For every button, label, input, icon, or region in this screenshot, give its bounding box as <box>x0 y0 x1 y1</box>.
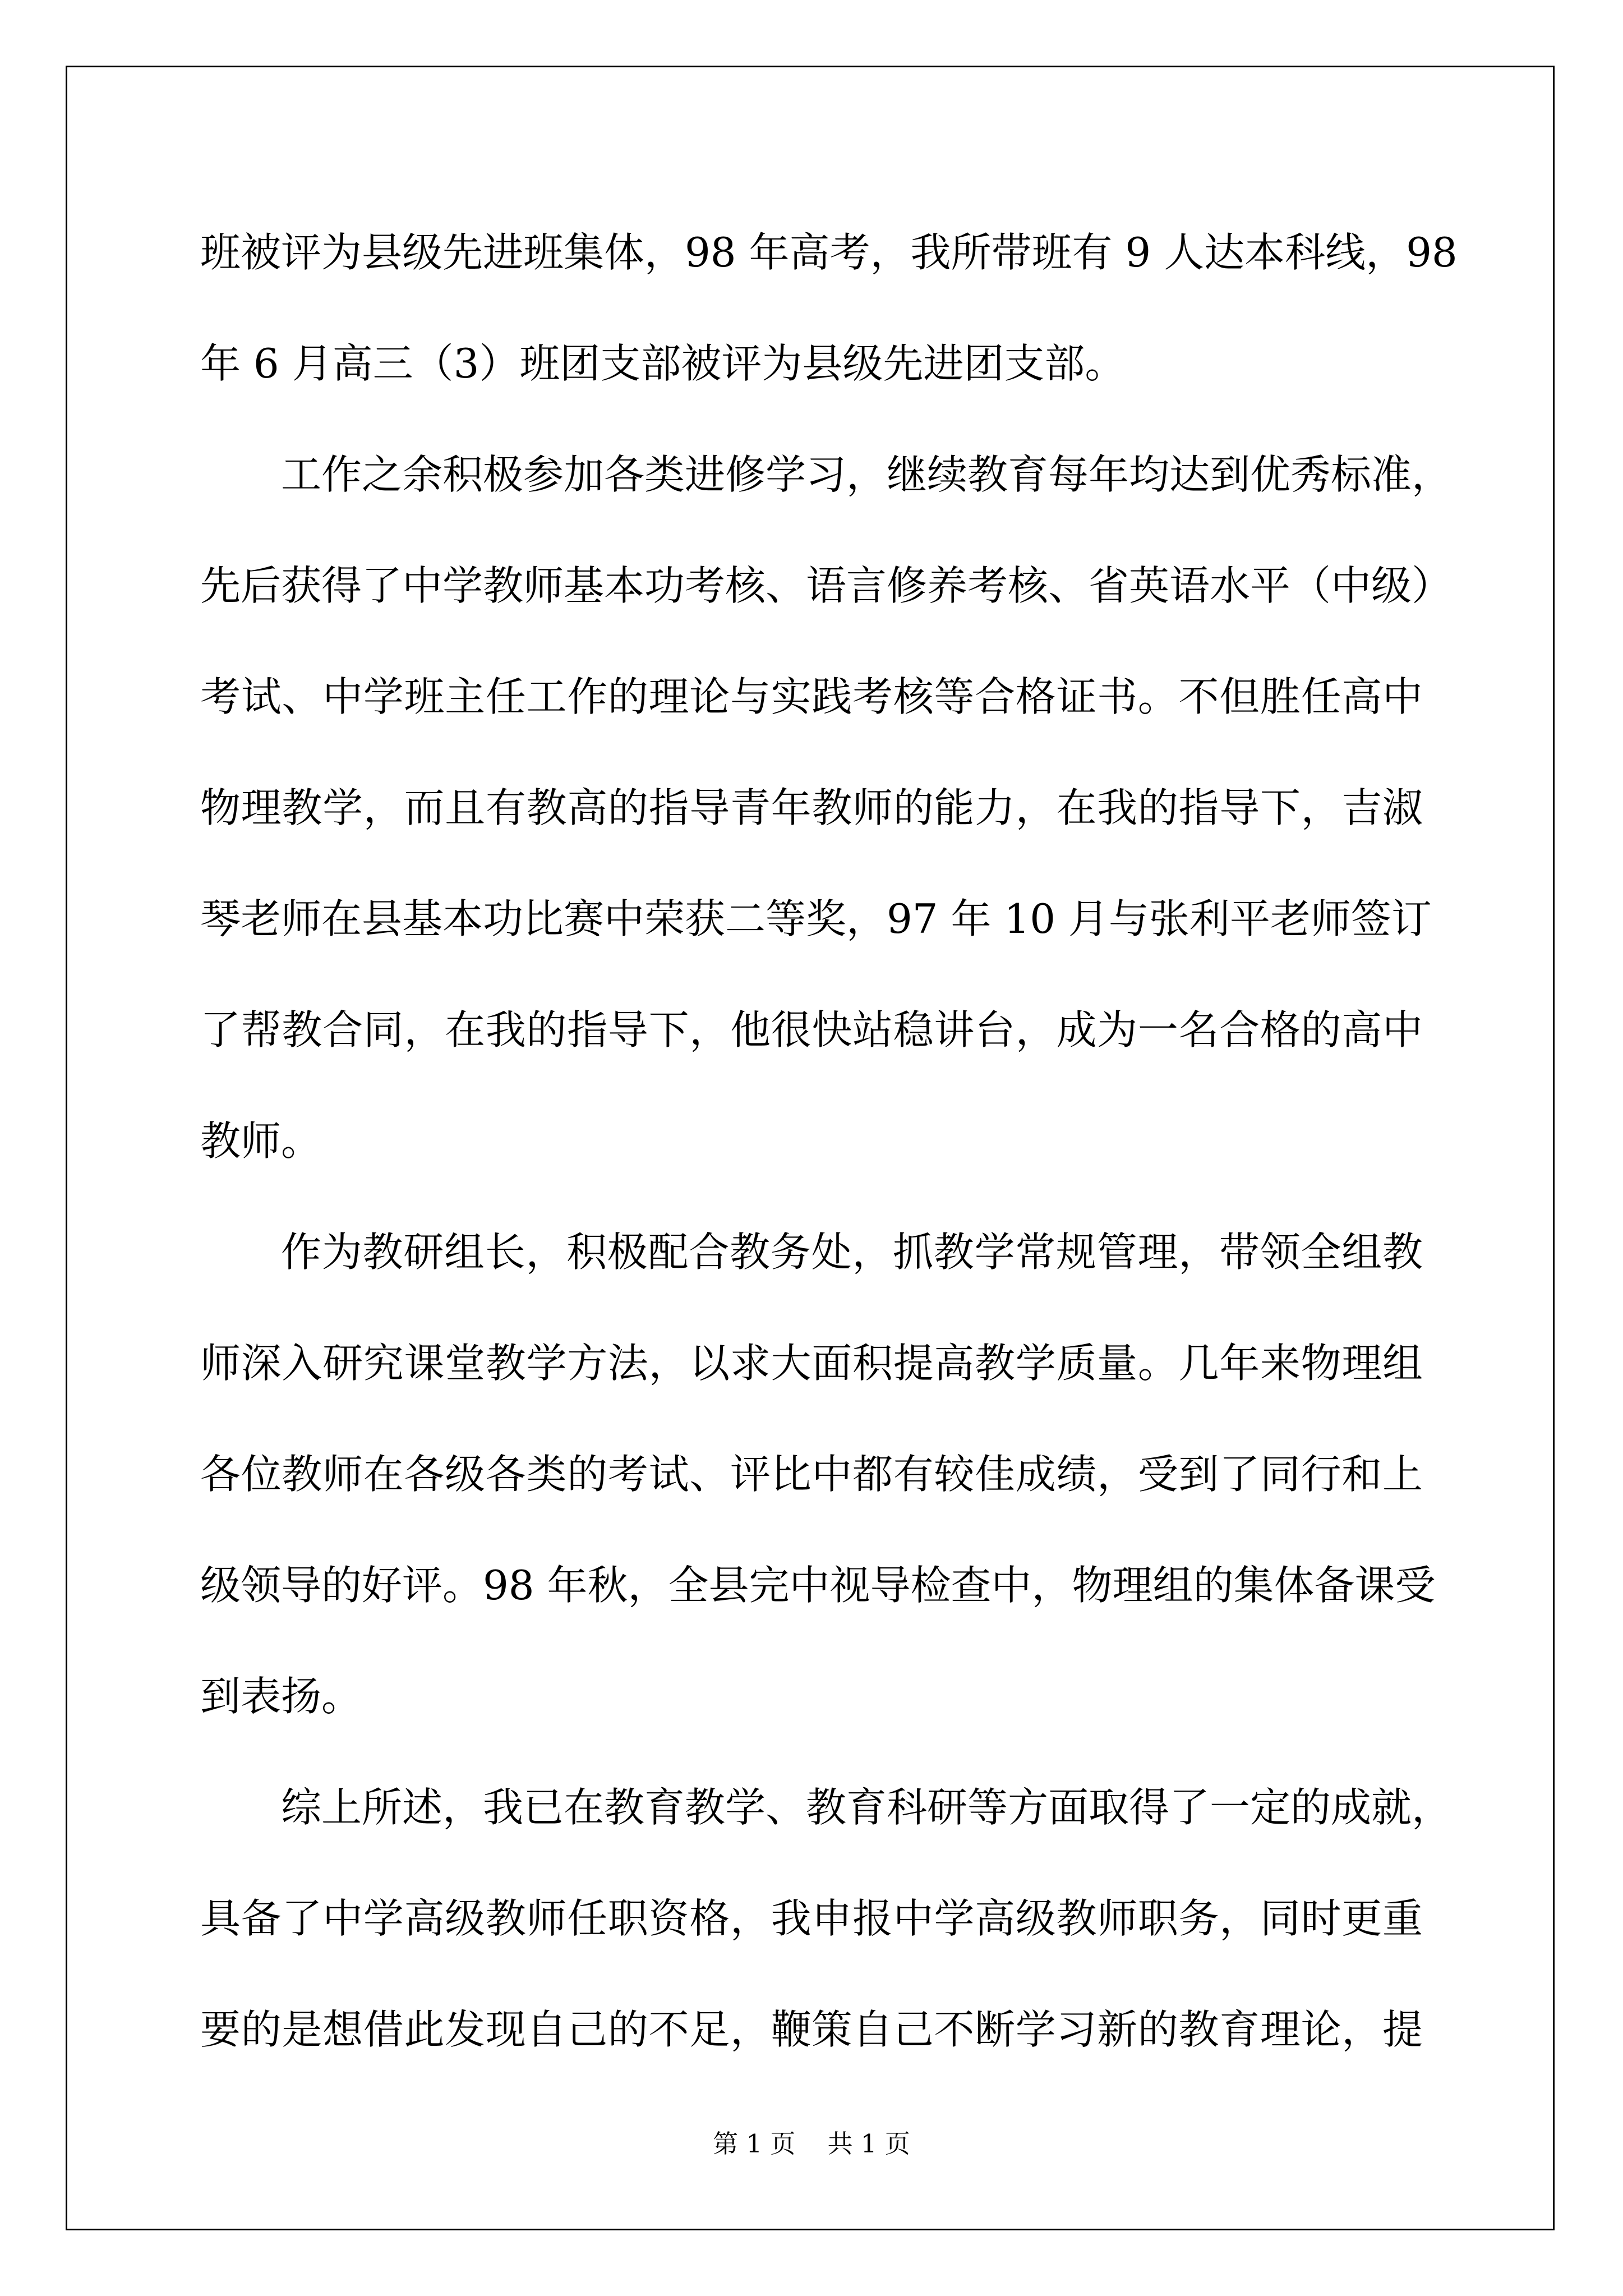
text-line: 先后获得了中学教师基本功考核、语言修养考核、省英语水平（中级） <box>200 562 1453 609</box>
text-line: 到表扬。 <box>200 1673 362 1720</box>
text-line: 教师。 <box>200 1117 322 1165</box>
text-line: 级领导的好评。98 年秋，全县完中视导检查中，物理组的集体备课受 <box>200 1562 1436 1609</box>
text-line: 工作之余积极参加各类进修学习，继续教育每年均达到优秀标准， <box>281 451 1453 498</box>
text-line: 年 6 月高三（3）班团支部被评为县级先进团支部。 <box>200 340 1126 387</box>
text-line: 班被评为县级先进班集体，98 年高考，我所带班有 9 人达本科线，98 <box>200 229 1458 276</box>
document-body <box>200 210 1458 2099</box>
page-number-footer: 第 1 页 共 1 页 <box>713 2129 910 2159</box>
text-line: 综上所述，我已在教育教学、教育科研等方面取得了一定的成就， <box>281 1784 1453 1831</box>
text-line: 了帮教合同，在我的指导下，他很快站稳讲台，成为一名合格的高中 <box>200 1006 1423 1053</box>
text-line: 各位教师在各级各类的考试、评比中都有较佳成绩，受到了同行和上 <box>200 1451 1423 1498</box>
text-line: 作为教研组长，积极配合教务处，抓教学常规管理，带领全组教 <box>281 1228 1423 1276</box>
text-line: 要的是想借此发现自己的不足，鞭策自己不断学习新的教育理论，提 <box>200 2006 1423 2053</box>
text-line: 琴老师在县基本功比赛中荣获二等奖，97 年 10 月与张利平老师签订 <box>200 895 1432 942</box>
text-line: 物理教学，而且有教高的指导青年教师的能力，在我的指导下，吉淑 <box>200 784 1423 831</box>
text-line: 具备了中学高级教师任职资格，我申报中学高级教师职务，同时更重 <box>200 1895 1423 1942</box>
text-line: 师深入研究课堂教学方法，以求大面积提高教学质量。几年来物理组 <box>200 1340 1423 1387</box>
text-line: 考试、中学班主任工作的理论与实践考核等合格证书。不但胜任高中 <box>200 673 1423 720</box>
